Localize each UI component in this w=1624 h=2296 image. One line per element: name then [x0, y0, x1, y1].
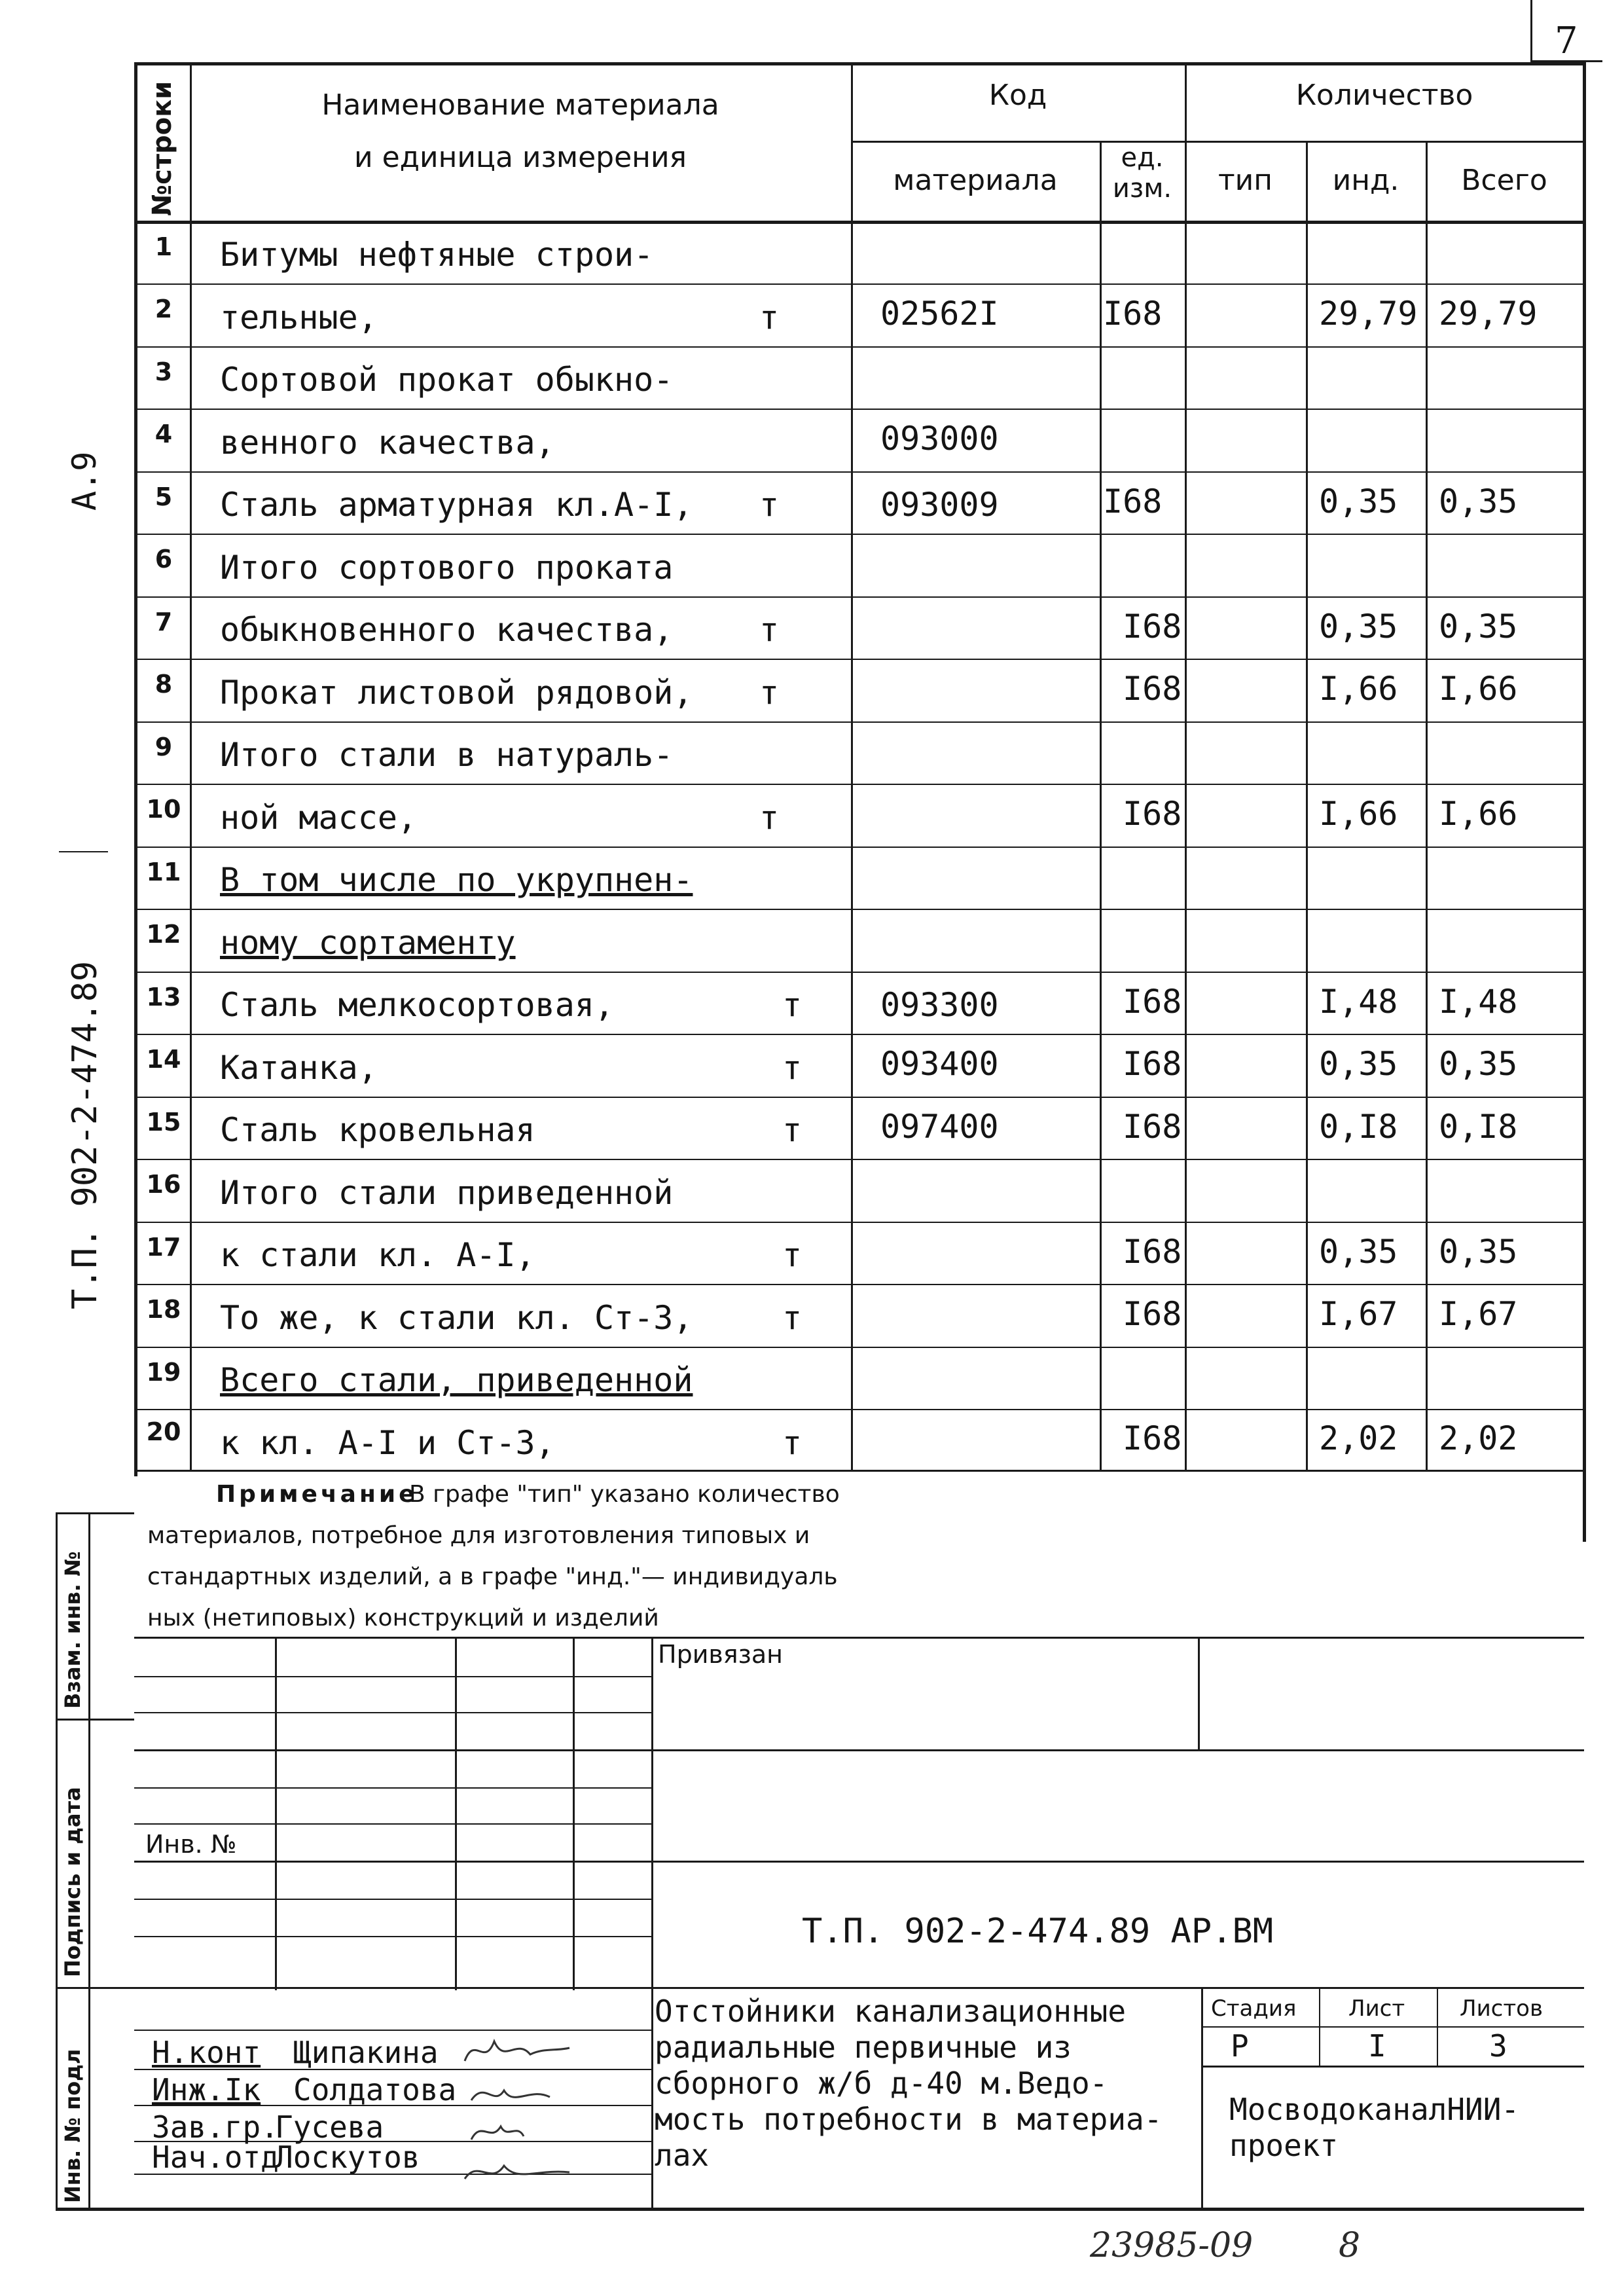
row-unit: т	[782, 1236, 803, 1274]
document-code: Т.П. 902-2-474.89 АР.ВМ	[802, 1912, 1274, 1951]
row-ed: I68	[1123, 670, 1182, 708]
row-line	[134, 1222, 1584, 1223]
row-number: 2	[154, 295, 173, 323]
row-number: 6	[154, 545, 173, 574]
row-code: 093400	[880, 1045, 999, 1083]
row-name: Сталь кровельная	[220, 1111, 535, 1149]
row-number: 1	[154, 232, 173, 261]
margin-line	[56, 1719, 134, 1721]
row-ed: I68	[1103, 483, 1163, 520]
inv-original-label: Инв. № подл	[60, 2049, 85, 2203]
header-code: Код	[988, 79, 1047, 112]
note-line: стандартных изделий, а в графе "инд."— индивидуаль	[147, 1563, 838, 1590]
row-number: 11	[146, 858, 181, 886]
sign-date-label: Подпись и дата	[60, 1787, 85, 1977]
row-unit: т	[759, 299, 780, 337]
row-unit: т	[782, 986, 803, 1024]
row-line	[134, 1409, 1584, 1410]
row-number: 14	[146, 1045, 181, 1074]
row-line	[134, 1284, 1584, 1285]
margin-line	[56, 1512, 58, 2210]
row-name: ному сортаменту	[220, 924, 516, 962]
row-code: 093000	[880, 420, 999, 458]
sheet-value: I	[1368, 2028, 1386, 2064]
row-ind: I,67	[1319, 1295, 1398, 1333]
row-total: 2,02	[1439, 1419, 1518, 1457]
sheets-value: 3	[1489, 2028, 1507, 2064]
row-number: 3	[154, 357, 173, 386]
row-name: обыкновенного качества,	[220, 611, 674, 649]
row-ind: 0,35	[1319, 608, 1398, 646]
note-title: Примечание	[216, 1481, 418, 1508]
staff-role: Н.конт	[152, 2035, 261, 2070]
row-name: к кл. А-I и Ст-3,	[220, 1424, 555, 1462]
row-line	[134, 659, 1584, 660]
row-number: 12	[146, 920, 181, 949]
project-code-side: Т.П. 902-2-474.89	[65, 960, 105, 1309]
row-name: В том числе по укрупнен-	[220, 861, 693, 899]
row-ind: 2,02	[1319, 1419, 1398, 1457]
row-total: 0,35	[1439, 608, 1518, 646]
row-name: Итого сортового проката	[220, 549, 674, 587]
row-unit: т	[782, 1111, 803, 1149]
organization: проект	[1229, 2128, 1339, 2163]
row-line	[134, 1034, 1584, 1035]
row-total: I,48	[1439, 983, 1518, 1021]
inv-exchange-label: Взам. инв. №	[60, 1551, 85, 1709]
organization: МосводоканалНИИ-	[1229, 2092, 1520, 2127]
row-ind: 0,35	[1319, 1045, 1398, 1083]
header-ind: инд.	[1332, 164, 1399, 197]
row-line	[134, 471, 1584, 473]
row-line	[134, 1347, 1584, 1348]
page-number: 7	[1555, 20, 1578, 62]
sheet-label: Лист	[1348, 1995, 1405, 2022]
row-unit: т	[759, 799, 780, 837]
staff-name: Щипакина	[293, 2035, 439, 2070]
row-code: 093300	[880, 986, 999, 1024]
row-unit: т	[782, 1299, 803, 1337]
row-number: 4	[154, 420, 173, 448]
staff-name: Гусева	[275, 2109, 384, 2145]
row-code: 093009	[880, 486, 999, 524]
header-name-line2: и единица измерения	[353, 141, 687, 174]
margin-line	[56, 1512, 134, 1514]
row-name: Сталь арматурная кл.А-I,	[220, 486, 693, 524]
row-number: 15	[146, 1108, 181, 1137]
row-name: Сортовой прокат обыкно-	[220, 361, 674, 399]
row-total: I,66	[1439, 795, 1518, 833]
row-line	[134, 346, 1584, 348]
note-line: В графе "тип" указано количество	[409, 1481, 840, 1508]
row-ind: 0,I8	[1319, 1108, 1398, 1146]
title-line: Отстойники канализационные	[655, 1994, 1127, 2029]
row-ed: I68	[1123, 1108, 1182, 1146]
row-number: 13	[146, 983, 181, 1011]
staff-role: Нач.отд	[152, 2140, 279, 2175]
archive-number: 23985-09	[1090, 2226, 1254, 2265]
row-name: Сталь мелкосортовая,	[220, 986, 615, 1024]
row-unit: т	[759, 611, 780, 649]
row-line	[134, 784, 1584, 785]
footer-page: 8	[1339, 2226, 1361, 2265]
sheets-label: Листов	[1460, 1995, 1543, 2022]
staff-role: Зав.гр.	[152, 2109, 279, 2145]
row-number: 17	[146, 1233, 181, 1262]
row-number: 16	[146, 1170, 181, 1199]
header-material: материала	[893, 164, 1058, 197]
header-total: Всего	[1461, 164, 1547, 197]
row-ed: I68	[1123, 1419, 1182, 1457]
row-line	[134, 534, 1584, 535]
header-row-number: №строки	[147, 81, 177, 216]
row-number: 7	[154, 608, 173, 636]
row-ed: I68	[1103, 295, 1163, 333]
header-unit-1: ед.	[1121, 143, 1164, 173]
row-name: Итого стали приведенной	[220, 1174, 674, 1212]
staff-name: Лоскутов	[275, 2140, 420, 2175]
row-ind: I,48	[1319, 983, 1398, 1021]
staff-role: Инж.Iк	[152, 2072, 261, 2107]
row-ind: 0,35	[1319, 1233, 1398, 1271]
note-line: материалов, потребное для изготовления типовых и	[147, 1522, 810, 1549]
row-number: 20	[146, 1417, 181, 1446]
row-line	[134, 1097, 1584, 1098]
row-ed: I68	[1123, 795, 1182, 833]
row-name: к стали кл. А-I,	[220, 1236, 535, 1274]
row-line	[134, 596, 1584, 598]
header-unit-2: изм.	[1112, 173, 1172, 204]
row-number: 5	[154, 483, 173, 511]
row-line	[134, 721, 1584, 723]
header-quantity: Количество	[1295, 79, 1473, 112]
row-total: 0,35	[1439, 1045, 1518, 1083]
row-name: Итого стали в натураль-	[220, 736, 674, 774]
row-ind: 29,79	[1319, 295, 1418, 333]
row-ind: I,66	[1319, 670, 1398, 708]
header-name-line1: Наименование материала	[321, 88, 719, 122]
row-total: 0,35	[1439, 1233, 1518, 1271]
row-unit: т	[759, 674, 780, 712]
row-total: 0,35	[1439, 483, 1518, 520]
row-ed: I68	[1123, 1295, 1182, 1333]
row-ed: I68	[1123, 608, 1182, 646]
row-total: 0,I8	[1439, 1108, 1518, 1146]
row-line	[134, 972, 1584, 973]
row-number: 8	[154, 670, 173, 699]
row-total: I,67	[1439, 1295, 1518, 1333]
row-line	[134, 409, 1584, 410]
margin-line	[88, 1512, 90, 2210]
row-name: То же, к стали кл. Ст-3,	[220, 1299, 693, 1337]
row-ed: I68	[1123, 1045, 1182, 1083]
inv-no-label: Инв. №	[145, 1830, 237, 1859]
row-name: Катанка,	[220, 1049, 378, 1087]
title-line: лах	[655, 2138, 710, 2173]
note-line: ных (нетиповых) конструкций и изделий	[147, 1605, 659, 1631]
row-name: Всего стали, приведенной	[220, 1361, 693, 1399]
bottom-border	[56, 2208, 1584, 2211]
stage-label: Стадия	[1211, 1995, 1297, 2022]
row-line	[134, 909, 1584, 910]
row-name: ной массе,	[220, 799, 418, 837]
title-line: радиальные первичные из	[655, 2030, 1072, 2065]
row-total: 29,79	[1439, 295, 1538, 333]
row-ind: I,66	[1319, 795, 1398, 833]
row-line	[134, 847, 1584, 848]
row-number: 9	[154, 733, 173, 761]
row-unit: т	[782, 1049, 803, 1087]
row-line	[134, 283, 1584, 285]
title-line: мость потребности в материа-	[655, 2102, 1163, 2137]
margin-line	[56, 1987, 134, 1989]
row-unit: т	[759, 486, 780, 524]
privyazan-label: Привязан	[658, 1640, 783, 1669]
row-number: 18	[146, 1295, 181, 1324]
row-name: венного качества,	[220, 424, 555, 462]
row-name: тельные,	[220, 299, 378, 337]
header-type: тип	[1218, 164, 1272, 197]
row-number: 10	[146, 795, 181, 824]
staff-name: Солдатова	[293, 2072, 457, 2107]
row-ed: I68	[1123, 1233, 1182, 1271]
row-code: 097400	[880, 1108, 999, 1146]
row-name: Битумы нефтяные строи-	[220, 236, 654, 274]
row-total: I,66	[1439, 670, 1518, 708]
row-line	[134, 1159, 1584, 1160]
row-ed: I68	[1123, 983, 1182, 1021]
sheet-code-side: А.9	[65, 451, 103, 511]
title-line: сборного ж/б д-40 м.Ведо-	[655, 2066, 1108, 2101]
row-code: 02562I	[880, 295, 999, 333]
signature-scribbles	[458, 2028, 576, 2205]
row-name: Прокат листовой рядовой,	[220, 674, 693, 712]
row-unit: т	[782, 1424, 803, 1462]
row-ind: 0,35	[1319, 483, 1398, 520]
row-number: 19	[146, 1358, 181, 1387]
stage-value: Р	[1231, 2028, 1249, 2064]
